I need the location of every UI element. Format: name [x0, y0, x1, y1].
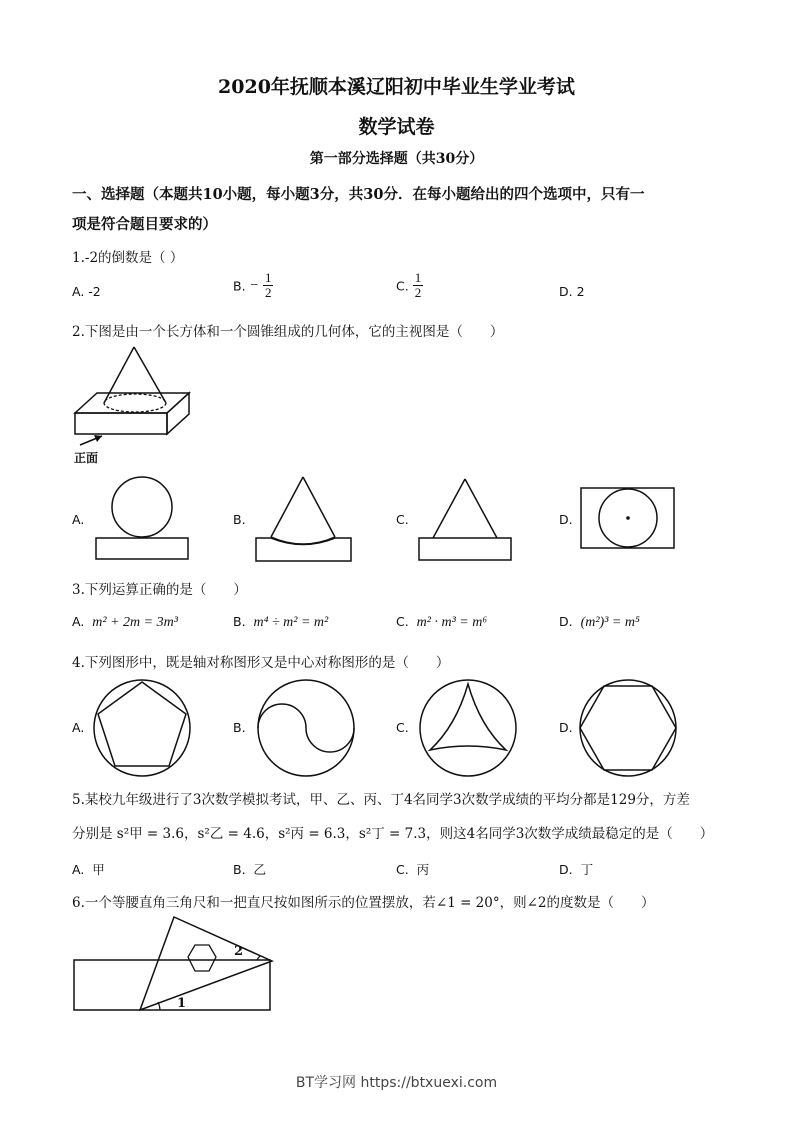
q4-option-b-taiji-figure[interactable]: [256, 678, 356, 778]
q4-option-a-pentagon-figure[interactable]: [92, 678, 192, 778]
q1-b-fraction: $\frac{1}{2}$: [264, 270, 272, 301]
q1-c-fraction: $\frac{1}{2}$: [414, 270, 422, 301]
q6-angle2-label: 2: [234, 944, 244, 959]
part-heading: 第一部分选择题（共30分）: [309, 151, 484, 167]
q3-option-d[interactable]: D. (m²)³ = m⁵: [559, 614, 640, 630]
q1-stem: 1.-2的倒数是（ ）: [72, 250, 184, 266]
footer-watermark[interactable]: BT学习网 https://btxuexi.com: [295, 1075, 498, 1091]
exam-subtitle: 数学试卷: [358, 116, 435, 138]
q5-line2: 分别是 s²甲 = 3.6，s²乙 = 4.6，s²丙 = 6.3，s²丁 = 7.3，则这4名同学3次数学成绩最稳定的是（ ）: [72, 826, 714, 842]
q5-option-a[interactable]: A. 甲: [72, 862, 105, 877]
q2-option-c-label[interactable]: C.: [396, 512, 409, 527]
q3-option-b[interactable]: B. m⁴ ÷ m² = m²: [233, 614, 329, 630]
q1-option-b[interactable]: B. − $\frac{1}{2}$: [233, 270, 272, 301]
q2-option-d-figure[interactable]: [580, 487, 676, 550]
section-heading-line2: 项是符合题目要求的）: [72, 216, 217, 233]
q2-stem: 2.下图是由一个长方体和一个圆锥组成的几何体，它的主视图是（ ）: [72, 324, 504, 340]
q5-option-d[interactable]: D. 丁: [559, 862, 594, 877]
section-heading-line1: 一、选择题（本题共10小题，每小题3分，共30分．在每小题给出的四个选项中，只有一: [72, 186, 645, 203]
q3-option-a[interactable]: A. m² + 2m = 3m³: [72, 614, 178, 630]
q5-option-b[interactable]: B. 乙: [233, 862, 267, 877]
q1-option-a[interactable]: A. -2: [72, 284, 101, 299]
q4-option-a-label[interactable]: A.: [72, 720, 85, 735]
q4-option-c-reuleaux-figure[interactable]: [418, 678, 518, 778]
q1-option-d[interactable]: D. 2: [559, 284, 585, 299]
q4-option-b-label[interactable]: B.: [233, 720, 246, 735]
q4-option-d-label[interactable]: D.: [559, 720, 573, 735]
q2-option-c-figure[interactable]: [418, 477, 513, 563]
exam-title: 2020年抚顺本溪辽阳初中毕业生学业考试: [218, 76, 575, 98]
q5-line1: 5.某校九年级进行了3次数学模拟考试，甲、乙、丙、丁4名同学3次数学成绩的平均分都是129分，方差: [72, 792, 690, 808]
q1-option-c[interactable]: C. $\frac{1}{2}$: [396, 270, 422, 301]
q3-stem: 3.下列运算正确的是（ ）: [72, 582, 247, 598]
q4-option-d-hexagon-figure[interactable]: [578, 678, 678, 778]
q2-option-a-figure[interactable]: [95, 477, 190, 561]
q2-solid-figure: [72, 345, 197, 450]
q6-stem: 6.一个等腰直角三角尺和一把直尺按如图所示的位置摆放，若∠1 = 20°，则∠2的度数是（ ）: [72, 895, 655, 911]
q2-front-label: 正面: [74, 451, 99, 465]
q4-stem: 4.下列图形中，既是轴对称图形又是中心对称图形的是（ ）: [72, 655, 450, 671]
q6-ruler-triangle-figure: [72, 915, 272, 1015]
q2-option-b-figure[interactable]: [255, 475, 352, 563]
q2-option-a-label[interactable]: A.: [72, 512, 85, 527]
q4-option-c-label[interactable]: C.: [396, 720, 409, 735]
q2-option-d-label[interactable]: D.: [559, 512, 573, 527]
q3-option-c[interactable]: C. m² · m³ = m⁶: [396, 614, 488, 630]
q5-option-c[interactable]: C. 丙: [396, 862, 430, 877]
q6-angle1-label: 1: [177, 996, 187, 1011]
q2-option-b-label[interactable]: B.: [233, 512, 246, 527]
